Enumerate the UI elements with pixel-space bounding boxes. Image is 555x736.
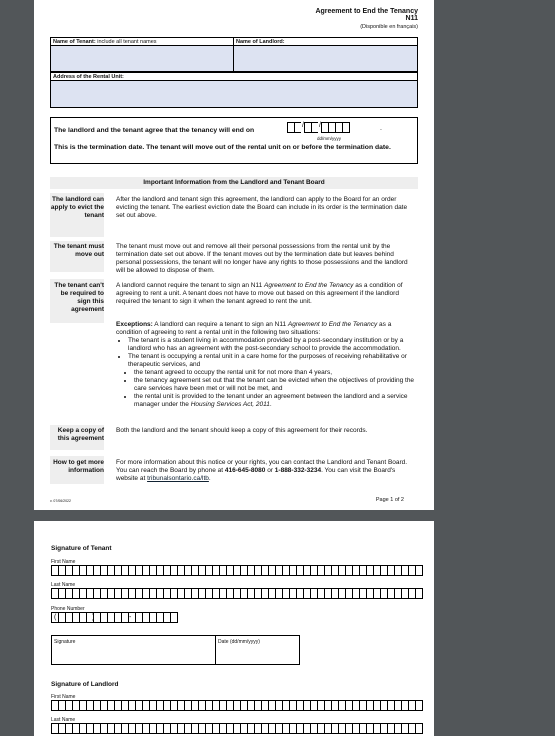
phone-tollfree: 1-888-332-3234 [274, 467, 322, 474]
landlord-first-name-field[interactable] [51, 700, 422, 711]
landlord-first-name-label: First Name [51, 694, 76, 700]
tenant-first-name-field[interactable] [51, 565, 422, 576]
landlord-last-name-field[interactable] [51, 723, 422, 734]
form-page-2: Signature of Tenant First Name Last Name Phone Number ( ) - Signature Date (dd/mm/yyyy) Signature of Landlord First Name Last Name [34, 521, 434, 736]
side-heading-cant-require: The tenant can't be required to sign this agreement [54, 282, 104, 313]
side-heading-more-info: How to get more information [53, 459, 104, 474]
exception-bullet-1: • The tenant is a student living in accommodation provided by a post-secondary institution or by a landlord who has an agreement with the post-secondary school to provide the accommodation. [128, 337, 416, 353]
exception-bullet-2: • The tenant is occupying a rental unit in a care home for the purposes of receiving rehabilitative or therapeutic services, and [128, 353, 416, 369]
tenant-name-hint: include all tenant names [95, 39, 157, 45]
landlord-last-name-label: Last Name [51, 717, 76, 723]
info-heading: Important Information from the Landlord and Tenant Board [143, 179, 325, 186]
termination-date-field[interactable]: / / [287, 122, 349, 133]
move-out-text: The tenant must move out and remove all their personal possessions from the rental unit by the termination date set out above. If the tenant moves out by the termination date but leaves behind personal possessions, the tenant will no longer have any rights to those possessions and the landlord will be allowed to dispose of them. [116, 243, 408, 274]
char-cell[interactable] [415, 565, 423, 576]
more-info-text: For more information about this notice or your rights, you can contact the Landlord and Tenant Board. You can reach the Board by phone at 416-645-8080 or 1-888-332-3234. You can visit the Board's website at tribunalsontario.ca/ltb. [116, 459, 408, 482]
char-cell[interactable] [170, 612, 178, 623]
landlord-name-field[interactable] [233, 45, 418, 72]
phone-field[interactable] [51, 612, 177, 623]
form-page-1: Agreement to End the Tenancy N11 (Disponible en français) Name of Tenant: include all tenant names Name of Landlord: Address of the Rental Unit: The landlord and the tenant agree that the tenancy will end on / / . dd/mm/yyyy This is the termination date. The tenant will move out of the rental unit on or before the termination date. Important Information from the Landlord and Tenant Board The landlord can apply to evict the tenant After the landlord and tenant sign this agreement, the landlord can apply to the Board for an order evicting the tenant. The earliest eviction date the Board can include in its order is the termination date set out above. The tenant must move out The tenant must move out and remove all their personal possessions from the rental unit by the termination date set out above. If the tenant moves out by the termination date but leaves behind personal possessions, the tenant will no longer have any rights to those possessions and the landlord will be allowed to dispose of them. The tenant can't be required to sign this agreement A landlord cannot require the tenant to sign an N11 Agreement to End the Tenancy as a condition of agreeing to rent a unit. A tenant does not have to move out based on this agreement if the landlord required the tenant to sign it when the tenant agreed to rent the unit. Exceptions: A landlord can require a tenant to sign an N11 Agreement to End the Tenancy as a condition of agreeing to rent a rental unit in the following two situations: • The tenant is a student living in accommodation provided by a post-secondary institution or by a landlord who has an agreement with the post-secondary school to provide the accommodation. • The tenant is occupying a rental unit in a care home for the purposes of receiving rehabilitative or therapeutic services, and • the tenant agreed to occupy the rental unit for not more than 4 years, • the tenancy agreement set out that the tenant can be evicted when the objectives of providing the care services have been met or will not be met, and • the rental unit is provided to the tenant under an agreement between the landlord and a service manager under the Housing Services Act, 2011. Keep a copy of this agreement Both the landlord and the tenant should keep a copy of this agreement for their records. How to get more information For more information about this notice or your rights, you can contact the Landlord and Tenant Board. You can reach the Board by phone at 416-645-8080 or 1-888-332-3234. You can visit the Board's website at tribunalsontario.ca/ltb. v. 07/06/2022 Page 1 of 2 [34, 0, 434, 510]
address-label: Address of the Rental Unit: [53, 74, 124, 80]
ltb-website-link[interactable]: tribunalsontario.ca/ltb [147, 475, 209, 482]
exception-sub-1: • the tenant agreed to occupy the rental unit for not more than 4 years, [134, 369, 416, 377]
phone-label: Phone Number [51, 606, 85, 612]
page-number: Page 1 of 2 [375, 497, 404, 503]
tenant-signature-field[interactable]: Signature [51, 635, 216, 665]
char-cell[interactable] [415, 723, 423, 734]
form-title: Agreement to End the Tenancy [315, 8, 418, 15]
evict-text: After the landlord and tenant sign this agreement, the landlord can apply to the Board for an order evicting the tenant. The earliest eviction date the Board can include in its order is the termination date set out above. [116, 196, 408, 219]
landlord-name-label: Name of Landlord: [236, 39, 285, 45]
char-cell[interactable] [415, 588, 423, 599]
cant-require-text: A landlord cannot require the tenant to sign an N11 Agreement to End the Tenancy as a condition of agreeing to rent a unit. A tenant does not have to move out based on this agreement if the landlord required the tenant to sign it when the tenant agreed to rent the unit. [116, 282, 403, 305]
exception-sub-3: • the rental unit is provided to the tenant under an agreement between the landlord and a service manager under the Housing Services Act, 2011. [134, 393, 416, 409]
tenant-last-name-label: Last Name [51, 582, 76, 588]
termination-note: This is the termination date. The tenant will move out of the rental unit on or before the termination date. [54, 144, 391, 151]
landlord-signature-title: Signature of Landlord [51, 681, 119, 688]
tenant-signature-title: Signature of Tenant [51, 545, 112, 552]
tenant-name-label: Name of Tenant: [53, 39, 96, 45]
termination-box [50, 117, 418, 164]
side-heading-move-out: The tenant must move out [53, 243, 104, 258]
tenant-date-field[interactable]: Date (dd/mm/yyyy) [215, 635, 300, 665]
side-heading-keep-copy: Keep a copy of this agreement [57, 427, 104, 442]
tenant-first-name-label: First Name [51, 559, 76, 565]
exceptions-label: Exceptions: [116, 321, 153, 328]
keep-copy-text: Both the landlord and the tenant should keep a copy of this agreement for their records. [116, 427, 368, 434]
exception-sub-2: • the tenancy agreement set out that the tenant can be evicted when the objectives of providing the care services have been met or will not be met, and [134, 377, 416, 393]
tenant-last-name-field[interactable] [51, 588, 422, 599]
phone-local: 416-645-8080 [224, 467, 266, 474]
exceptions-block: Exceptions: A landlord can require a tenant to sign an N11 Agreement to End the Tenancy as a condition of agreeing to rent a rental unit in the following two situations: • The tenant is a student living in accommodation provided by a post-secondary institution or by a landlord who has an agreement with the post-secondary school to provide the accommodation. • The tenant is occupying a rental unit in a care home for the purposes of receiving rehabilitative or therapeutic services, and • the tenant agreed to occupy the rental unit for not more than 4 years, • the tenancy agreement set out that the tenant can be evicted when the objectives of providing the care services have been met or will not be met, and • the rental unit is provided to the tenant under an agreement between the landlord and a service manager under the Housing Services Act, 2011. [116, 321, 416, 409]
date-format-hint: dd/mm/yyyy [317, 136, 342, 141]
char-cell[interactable] [415, 700, 423, 711]
address-field[interactable] [50, 80, 418, 108]
french-note: (Disponible en français) [360, 24, 418, 30]
form-number: N11 [405, 15, 418, 22]
agree-text: The landlord and the tenant agree that the tenancy will end on [54, 127, 255, 134]
version-code: v. 07/06/2022 [50, 499, 71, 503]
side-heading-evict: The landlord can apply to evict the tenant [50, 196, 104, 219]
tenant-name-field[interactable] [50, 45, 234, 72]
